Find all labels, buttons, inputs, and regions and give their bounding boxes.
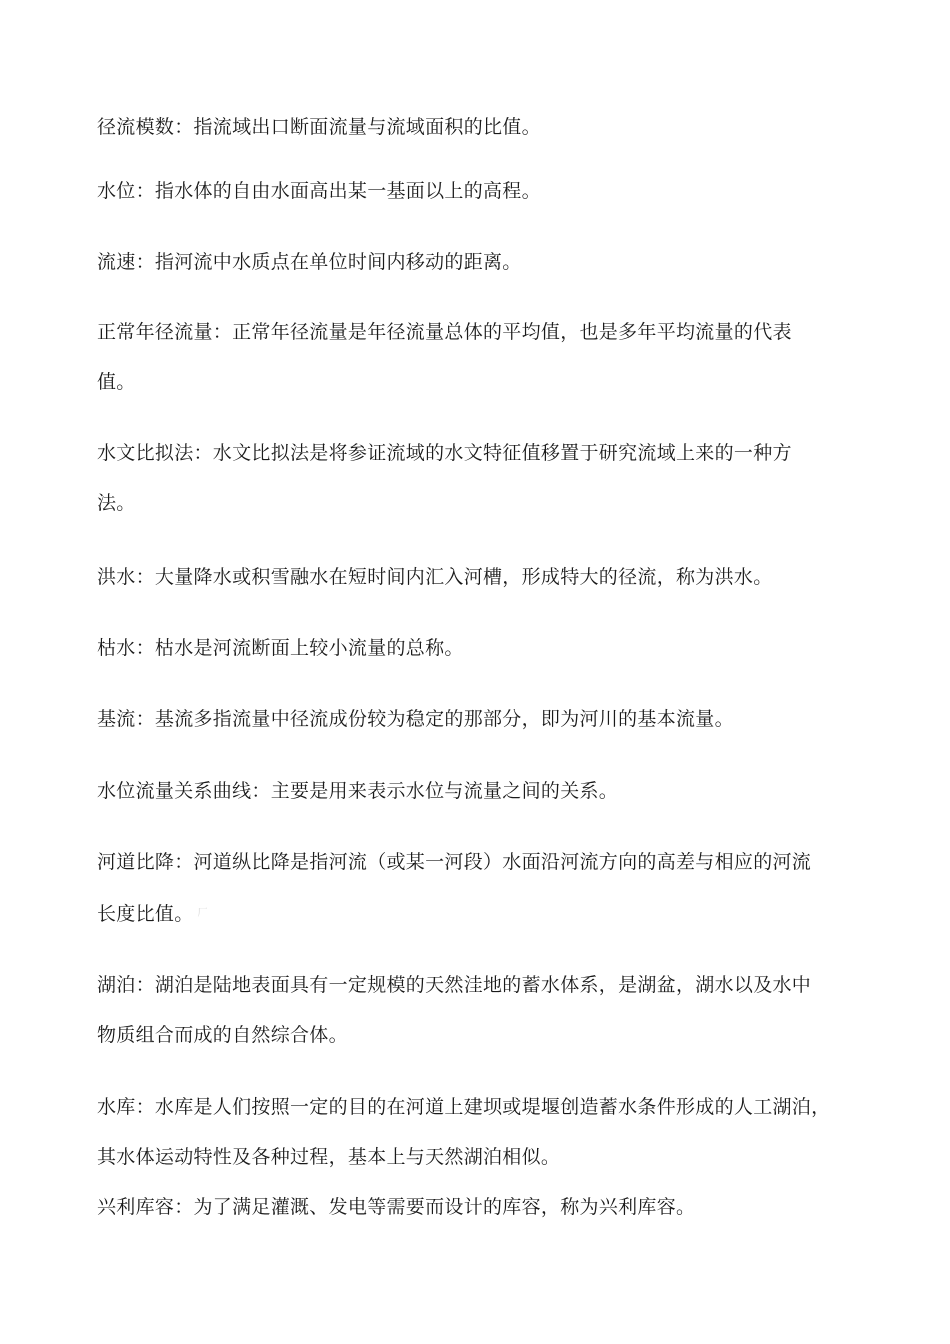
faint-mark: 厂 (197, 908, 208, 919)
definition-hydrologic-analogy-line1: 水文比拟法：水文比拟法是将参证流域的水文特征值移置于研究流域上来的一种方 (97, 442, 792, 464)
definition-stage-discharge-curve: 水位流量关系曲线：主要是用来表示水位与流量之间的关系。 (97, 780, 619, 802)
definition-lake-line1: 湖泊：湖泊是陆地表面具有一定规模的天然洼地的蓄水体系，是湖盆，湖水以及水中 (97, 974, 812, 996)
definition-beneficial-storage: 兴利库容：为了满足灌溉、发电等需要而设计的库容，称为兴利库容。 (97, 1196, 696, 1218)
definition-flow-velocity: 流速：指河流中水质点在单位时间内移动的距离。 (97, 251, 522, 273)
definition-water-level: 水位：指水体的自由水面高出某一基面以上的高程。 (97, 180, 541, 202)
definition-flood: 洪水：大量降水或积雪融水在短时间内汇入河槽，形成特大的径流，称为洪水。 (97, 566, 773, 588)
definition-normal-annual-runoff-line2: 值。 (97, 371, 136, 393)
definition-hydrologic-analogy-line2: 法。 (97, 492, 136, 514)
definition-reservoir-line1: 水库：水库是人们按照一定的目的在河道上建坝或堤堰创造蓄水条件形成的人工湖泊， (97, 1096, 831, 1118)
river-gradient-line2-text: 长度比值。 (97, 903, 194, 925)
definition-reservoir-line2: 其水体运动特性及各种过程，基本上与天然湖泊相似。 (97, 1146, 561, 1168)
definition-low-water: 枯水：枯水是河流断面上较小流量的总称。 (97, 637, 464, 659)
definition-river-gradient-line1: 河道比降：河道纵比降是指河流（或某一河段）水面沿河流方向的高差与相应的河流 (97, 851, 812, 873)
definition-runoff-modulus: 径流模数：指流域出口断面流量与流域面积的比值。 (97, 116, 541, 138)
definition-lake-line2: 物质组合而成的自然综合体。 (97, 1024, 348, 1046)
definition-river-gradient-line2 (97, 901, 867, 927)
definition-base-flow: 基流：基流多指流量中径流成份较为稳定的那部分，即为河川的基本流量。 (97, 708, 734, 730)
definition-normal-annual-runoff-line1: 正常年径流量：正常年径流量是年径流量总体的平均值，也是多年平均流量的代表 (97, 321, 792, 343)
